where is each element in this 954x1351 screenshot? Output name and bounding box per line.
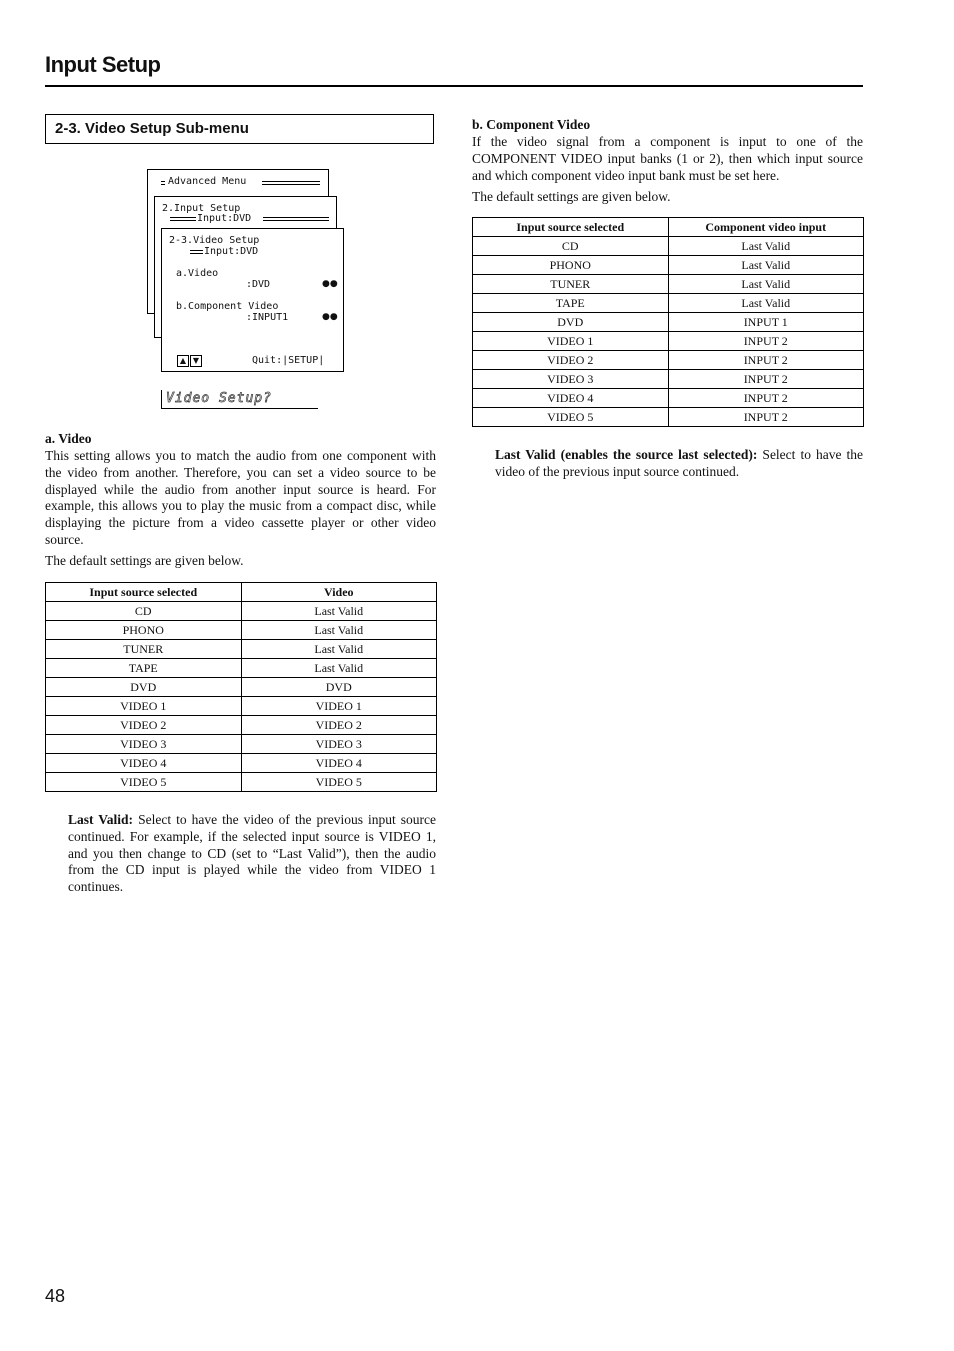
table-cell: Last Valid [668, 237, 864, 256]
table-row [46, 773, 437, 792]
table-row [473, 275, 864, 294]
table-cell: INPUT 1 [668, 313, 864, 332]
front-panel-display-text: Video Setup? [166, 391, 272, 406]
osd-advanced-menu-label: Advanced Menu [168, 176, 247, 187]
video-last-valid-note [68, 812, 436, 896]
component-description: If the video signal from a component is input to one of the COMPONENT VIDEO input banks (1 or 2), then which input source and which component video input bank must be set here. [472, 134, 863, 183]
page-title: Input Setup [45, 52, 161, 77]
table-row [46, 678, 437, 697]
table-cell: VIDEO 3 [46, 735, 242, 754]
video-description: This setting allows you to match the audio from one component with the video from another. Therefore, you can set a video source to be displayed while the audio from another input source is heard. For example, this allows you to play the music from a compact disc, while displaying the picture from a video cassette player or other video source. [45, 448, 436, 547]
table-cell: VIDEO 5 [473, 408, 669, 427]
table-row [473, 408, 864, 427]
table-cell: TAPE [473, 294, 669, 313]
table-cell: Last Valid [241, 602, 437, 621]
table-cell: VIDEO 4 [46, 754, 242, 773]
osd-item-component-video-value: :INPUT1 [246, 312, 289, 323]
table-cell: INPUT 2 [668, 351, 864, 370]
table-row [46, 735, 437, 754]
up-down-arrows-icon: ▲ ▼ [177, 355, 203, 367]
title-rule [45, 85, 863, 87]
table-cell: PHONO [46, 621, 242, 640]
jog-dial-icon: ●● [322, 279, 338, 289]
table-cell: Last Valid [668, 256, 864, 275]
component-last-valid-note [495, 447, 863, 481]
table-row [473, 370, 864, 389]
table-cell: INPUT 2 [668, 332, 864, 351]
table-row [46, 659, 437, 678]
table-cell: Last Valid [241, 640, 437, 659]
table-cell: DVD [241, 678, 437, 697]
osd-video-setup-panel [161, 228, 344, 372]
table-cell: Last Valid [241, 659, 437, 678]
table-cell: VIDEO 5 [241, 773, 437, 792]
table-cell: VIDEO 2 [473, 351, 669, 370]
video-defaults-table [45, 582, 437, 792]
table-cell: VIDEO 1 [241, 697, 437, 716]
table-cell: INPUT 2 [668, 389, 864, 408]
table-cell: PHONO [473, 256, 669, 275]
note-label: Last Valid: [68, 812, 134, 827]
note-text: Select to have the video of the previous input source continued. For example, if the selected input source is VIDEO 1, and you then change to CD (set to “Last Valid”), then the audio from the CD input is played while the video from VIDEO 1 continues. [68, 812, 437, 895]
table-cell: TUNER [473, 275, 669, 294]
osd-input-setup-label: 2.Input Setup [162, 203, 241, 214]
table-cell: VIDEO 2 [241, 716, 437, 735]
table-row [473, 237, 864, 256]
osd-item-component-video: b.Component Video [176, 301, 279, 312]
table-cell: VIDEO 4 [473, 389, 669, 408]
table-cell: Last Valid [668, 294, 864, 313]
table-cell: VIDEO 1 [46, 697, 242, 716]
table-header-row [46, 583, 437, 602]
table-cell: VIDEO 3 [241, 735, 437, 754]
table-row [473, 313, 864, 332]
table-cell: VIDEO 3 [473, 370, 669, 389]
table-cell: DVD [46, 678, 242, 697]
table-cell: CD [473, 237, 669, 256]
section-title-box [45, 114, 434, 144]
table-cell: VIDEO 5 [46, 773, 242, 792]
table-cell: VIDEO 4 [241, 754, 437, 773]
table-header-cell: Component video input [668, 218, 864, 237]
osd-input-setup-sub: Input:DVD [197, 213, 252, 224]
table-row [473, 389, 864, 408]
component-defaults-table [472, 217, 864, 427]
table-cell: Last Valid [668, 275, 864, 294]
table-cell: INPUT 2 [668, 370, 864, 389]
table-header-row [473, 218, 864, 237]
table-cell: INPUT 2 [668, 408, 864, 427]
note-text: Select to have the video of the previous input source continued. [495, 447, 863, 479]
osd-item-video: a.Video [176, 268, 219, 279]
osd-item-video-value: :DVD [246, 279, 271, 290]
component-heading: b. Component Video [472, 117, 591, 132]
video-heading: a. Video [45, 431, 92, 446]
table-row [473, 294, 864, 313]
section-title: 2-3. Video Setup Sub-menu [55, 120, 249, 137]
table-cell: Last Valid [241, 621, 437, 640]
table-header-cell: Input source selected [46, 583, 242, 602]
osd-video-setup-sub: Input:DVD [204, 246, 259, 257]
table-row [473, 332, 864, 351]
table-cell: VIDEO 1 [473, 332, 669, 351]
video-defaults-intro: The default settings are given below. [45, 553, 244, 568]
page-number: 48 [45, 1286, 66, 1306]
table-cell: TUNER [46, 640, 242, 659]
front-panel-display [161, 390, 318, 409]
table-row [473, 256, 864, 275]
table-row [46, 621, 437, 640]
table-row [46, 697, 437, 716]
table-header-cell: Video [241, 583, 437, 602]
component-defaults-intro: The default settings are given below. [472, 189, 671, 204]
table-cell: VIDEO 2 [46, 716, 242, 735]
table-row [46, 716, 437, 735]
osd-quit-hint: Quit:|SETUP| [252, 355, 325, 366]
table-row [46, 602, 437, 621]
osd-video-setup-label: 2-3.Video Setup [169, 235, 260, 246]
jog-dial-icon: ●● [322, 312, 338, 322]
table-row [46, 754, 437, 773]
table-row [473, 351, 864, 370]
table-cell: CD [46, 602, 242, 621]
note-label: Last Valid (enables the source last selected): [495, 447, 758, 462]
table-row [46, 640, 437, 659]
table-cell: DVD [473, 313, 669, 332]
table-cell: TAPE [46, 659, 242, 678]
table-header-cell: Input source selected [473, 218, 669, 237]
